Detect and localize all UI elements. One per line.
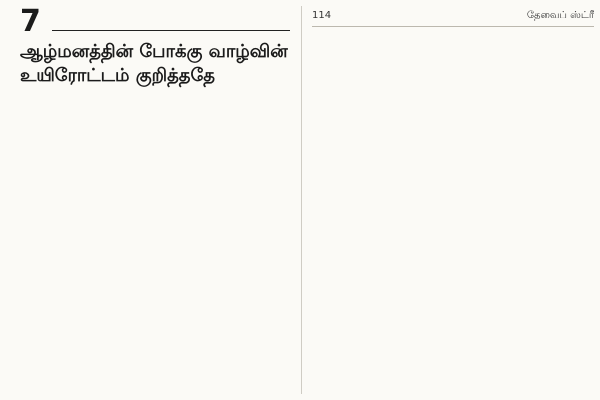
page-number: 114 (312, 10, 332, 21)
right-column (306, 0, 600, 400)
body-paragraph (314, 334, 594, 392)
body-paragraph (20, 188, 290, 268)
body-paragraph (20, 364, 290, 400)
left-body-text (20, 100, 290, 390)
chapter-title-line: ஆழ்மனத்தின் போக்கு வாழ்வின் (20, 41, 288, 62)
chapter-number: 7 (20, 4, 41, 39)
chapter-heading (20, 4, 290, 40)
header-rule (312, 26, 594, 27)
chapter-rule (52, 30, 290, 31)
page-header (312, 8, 594, 24)
body-paragraph (20, 276, 290, 356)
right-body-text (314, 28, 594, 392)
body-paragraph (20, 100, 290, 180)
chapter-title (20, 40, 290, 88)
body-paragraph (314, 28, 594, 208)
body-paragraph (314, 216, 594, 326)
chapter-title-line: உயிரோட்டம் குறித்ததே (20, 65, 216, 86)
running-title: தேவைப் ஸ்ட்ரீ (526, 10, 594, 21)
column-gutter (301, 6, 302, 394)
